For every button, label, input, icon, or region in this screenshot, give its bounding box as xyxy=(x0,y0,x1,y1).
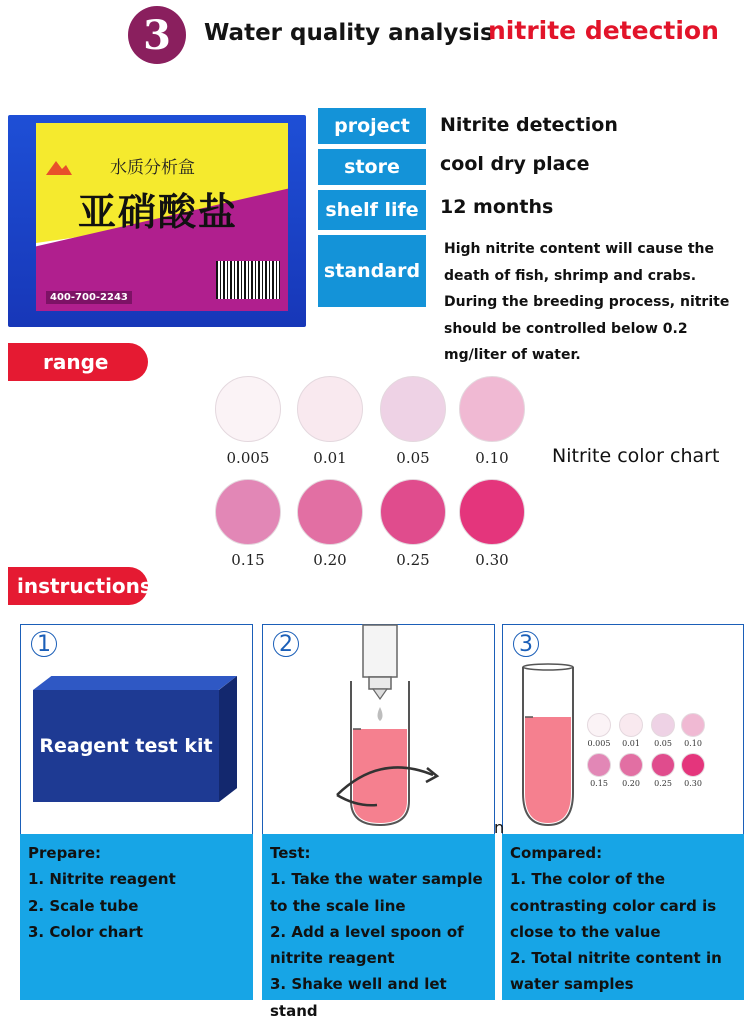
color-swatch xyxy=(380,479,446,545)
spec-value-shelf-life: 12 months xyxy=(440,196,554,218)
product-label-small: 水质分析盒 xyxy=(110,158,195,178)
step-line: 2. Total nitrite content in water samples xyxy=(510,949,722,994)
mini-color-swatch-label: 0.25 xyxy=(654,779,672,788)
color-chart-caption: Nitrite color chart xyxy=(552,445,720,467)
mini-color-swatch xyxy=(587,753,611,777)
color-swatch xyxy=(459,376,525,442)
step-line: 2. Scale tube xyxy=(28,896,139,915)
step-line: 1. The color of the contrasting color card is close to the value xyxy=(510,870,717,941)
mini-color-swatch-label: 0.01 xyxy=(622,739,640,748)
reagent-box-top xyxy=(33,676,237,690)
stray-character: n xyxy=(494,818,505,837)
step-line: 3. Color chart xyxy=(28,922,143,941)
spec-value-project: Nitrite detection xyxy=(440,114,618,136)
spec-label-project: project xyxy=(318,108,426,144)
mini-color-swatch-label: 0.30 xyxy=(684,779,702,788)
product-label-card xyxy=(36,123,288,311)
color-swatch-label: 0.10 xyxy=(475,449,509,467)
mini-color-swatch-label: 0.005 xyxy=(587,739,611,748)
color-swatch-label: 0.05 xyxy=(396,449,430,467)
step-line: 2. Add a level spoon of nitrite reagent xyxy=(270,922,464,968)
reagent-box-side xyxy=(219,676,237,802)
barcode xyxy=(216,261,280,299)
product-label-big: 亚硝酸盐 xyxy=(78,190,239,234)
mini-color-swatch xyxy=(681,713,705,737)
step-number-badge: 3 xyxy=(128,6,186,64)
step-line: 3. Shake well and let stand xyxy=(270,975,447,1020)
spec-label-standard: standard xyxy=(318,235,426,307)
range-tab: range xyxy=(8,343,148,381)
color-swatch-label: 0.25 xyxy=(396,551,430,569)
step-text-3 xyxy=(502,834,744,1000)
mini-color-swatch-label: 0.05 xyxy=(654,739,672,748)
brand-logo-icon xyxy=(44,157,74,177)
page-subtitle: nitrite detection xyxy=(488,16,719,45)
mini-color-swatch xyxy=(619,753,643,777)
step-heading-2: Test: xyxy=(270,844,311,862)
color-swatch-label: 0.30 xyxy=(475,551,509,569)
color-swatch xyxy=(297,479,363,545)
spec-value-standard: High nitrite content will cause the death of fish, shrimp and crabs. During the breeding process, nitrite should be controlled below 0.2 mg/liter of water. xyxy=(444,241,730,363)
spec-label-store: store xyxy=(318,149,426,185)
spec-value-store: cool dry place xyxy=(440,153,590,175)
product-image xyxy=(8,115,306,327)
step-number-1: 1 xyxy=(31,631,57,657)
mini-color-swatch-label: 0.10 xyxy=(684,739,702,748)
step-heading-3: Compared: xyxy=(510,844,603,862)
color-swatch-label: 0.15 xyxy=(231,551,265,569)
reagent-kit-illustration: Reagent test kit xyxy=(33,690,219,802)
test-tube-shake-icon xyxy=(327,625,447,833)
mini-color-swatch xyxy=(619,713,643,737)
mini-color-swatch-label: 0.20 xyxy=(622,779,640,788)
color-swatch xyxy=(380,376,446,442)
mini-color-swatch-label: 0.15 xyxy=(590,779,608,788)
color-swatch xyxy=(459,479,525,545)
color-swatch-label: 0.01 xyxy=(313,449,347,467)
step-panel-3 xyxy=(502,624,744,834)
product-phone: 400-700-2243 xyxy=(46,291,132,304)
color-swatch xyxy=(297,376,363,442)
step-line: 1. Nitrite reagent xyxy=(28,870,176,889)
color-swatch-label: 0.005 xyxy=(226,449,270,467)
compare-tube-icon xyxy=(517,663,579,829)
step-number-3: 3 xyxy=(513,631,539,657)
color-swatch xyxy=(215,376,281,442)
page-title: Water quality analysis xyxy=(204,20,494,46)
step-text-1 xyxy=(20,834,253,1000)
mini-color-swatch xyxy=(681,753,705,777)
step-heading-1: Prepare: xyxy=(28,844,101,862)
spec-label-shelf-life: shelf life xyxy=(318,190,426,230)
step-text-2 xyxy=(262,834,495,1020)
mini-color-swatch xyxy=(651,713,675,737)
mini-color-swatch xyxy=(651,753,675,777)
instructions-tab: instructions xyxy=(8,567,148,605)
step-panel-2 xyxy=(262,624,495,834)
step-line: 1. Take the water sample to the scale line xyxy=(270,870,483,915)
color-swatch-label: 0.20 xyxy=(313,551,347,569)
step-number-2: 2 xyxy=(273,631,299,657)
color-swatch xyxy=(215,479,281,545)
mini-color-swatch xyxy=(587,713,611,737)
